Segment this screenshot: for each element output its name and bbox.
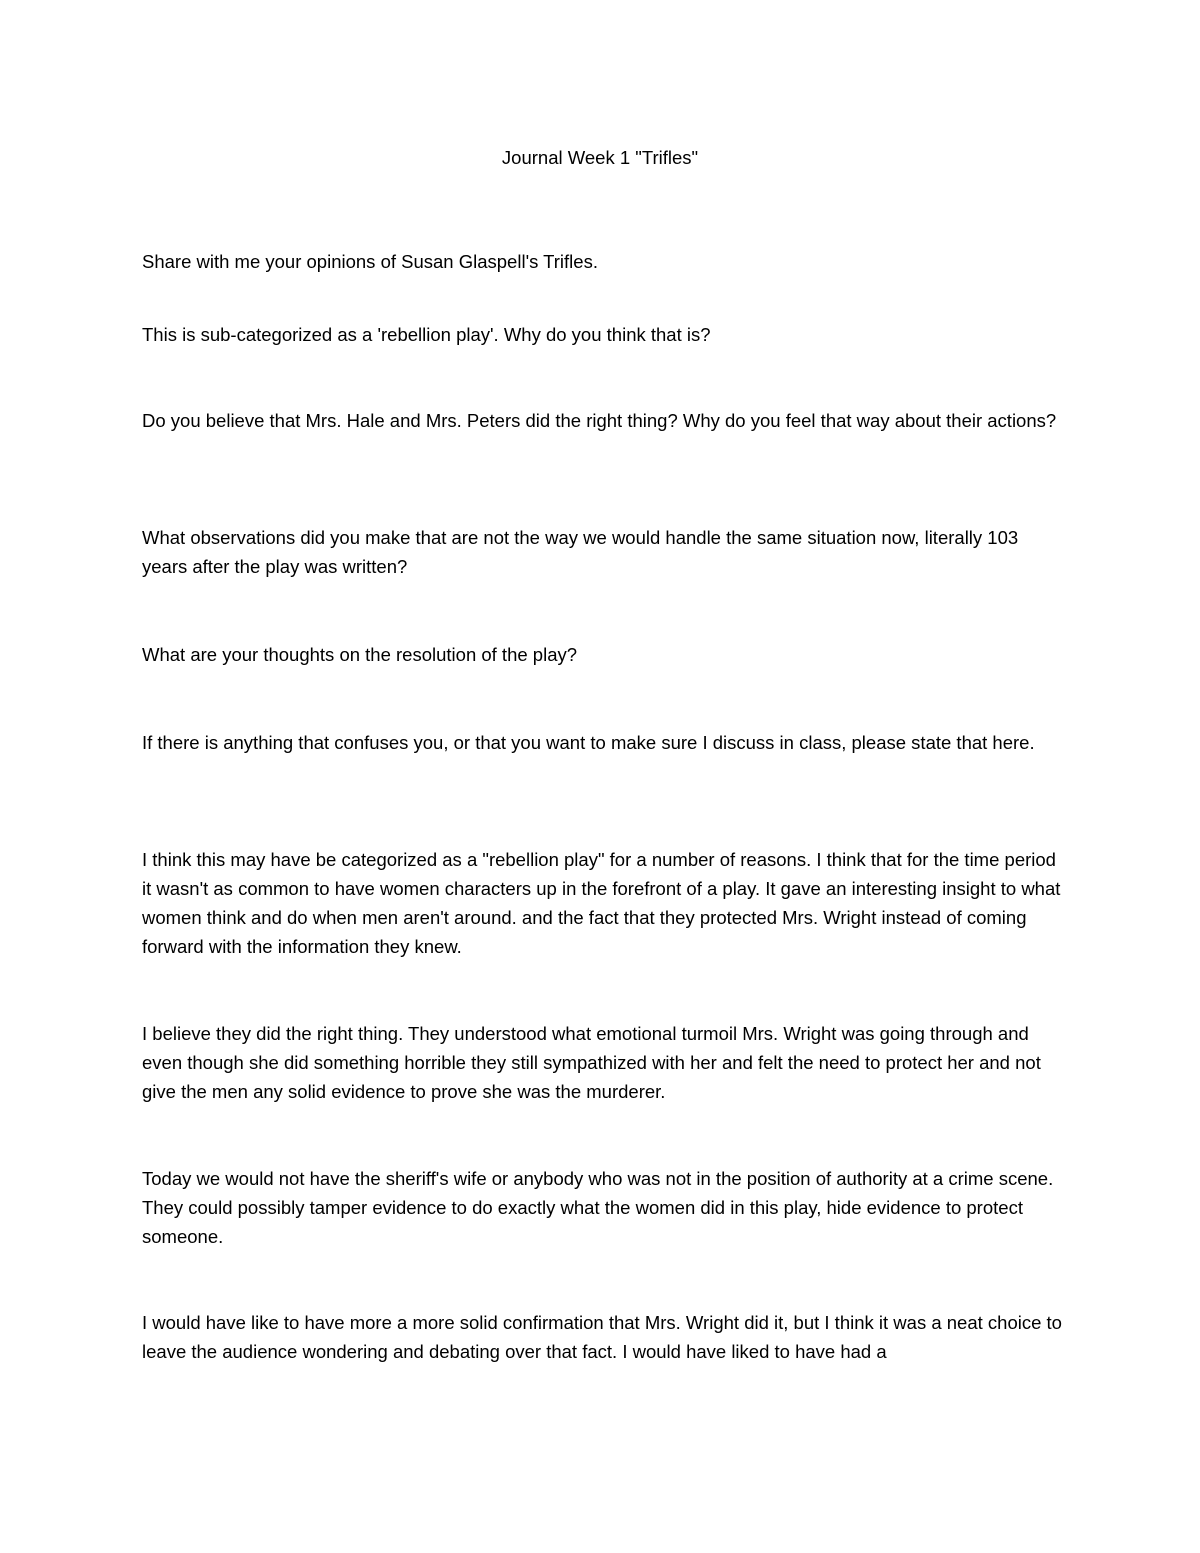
question-3: Do you believe that Mrs. Hale and Mrs. Peters did the right thing? Why do you feel that way about their actions? <box>142 410 1057 431</box>
document-title: Journal Week 1 "Trifles" <box>501 147 699 168</box>
question-2: This is sub-categorized as a 'rebellion play'. Why do you think that is? <box>142 324 711 345</box>
answer-2: I believe they did the right thing. They understood what emotional turmoil Mrs. Wright was going through and even though she did something horrible they still sympathized with her and felt the need to protect her and not give the men any solid evidence to prove she was the murderer. <box>142 1023 1041 1102</box>
answer-4: I would have like to have more a more solid confirmation that Mrs. Wright did it, but I think it was a neat choice to leave the audience wondering and debating over that fact. I would have liked to have had a <box>142 1312 1062 1362</box>
answer-1: I think this may have be categorized as a "rebellion play" for a number of reasons. I think that for the time period it wasn't as common to have women characters up in the forefront of a play. It gave an interesting insight to what women think and do when men aren't around. and the fact that they protected Mrs. Wright instead of coming forward with the information they knew. <box>142 849 1061 957</box>
question-1: Share with me your opinions of Susan Glaspell's Trifles. <box>142 251 598 272</box>
answer-3: Today we would not have the sheriff's wife or anybody who was not in the position of authority at a crime scene. They could possibly tamper evidence to do exactly what the women did in this play, hide evidence to protect someone. <box>142 1168 1054 1247</box>
question-4: What observations did you make that are not the way we would handle the same situation now, literally 103 years after the play was written? <box>142 527 1019 577</box>
question-5: What are your thoughts on the resolution of the play? <box>142 644 578 665</box>
question-6: If there is anything that confuses you, or that you want to make sure I discuss in class, please state that here. <box>142 732 1035 753</box>
